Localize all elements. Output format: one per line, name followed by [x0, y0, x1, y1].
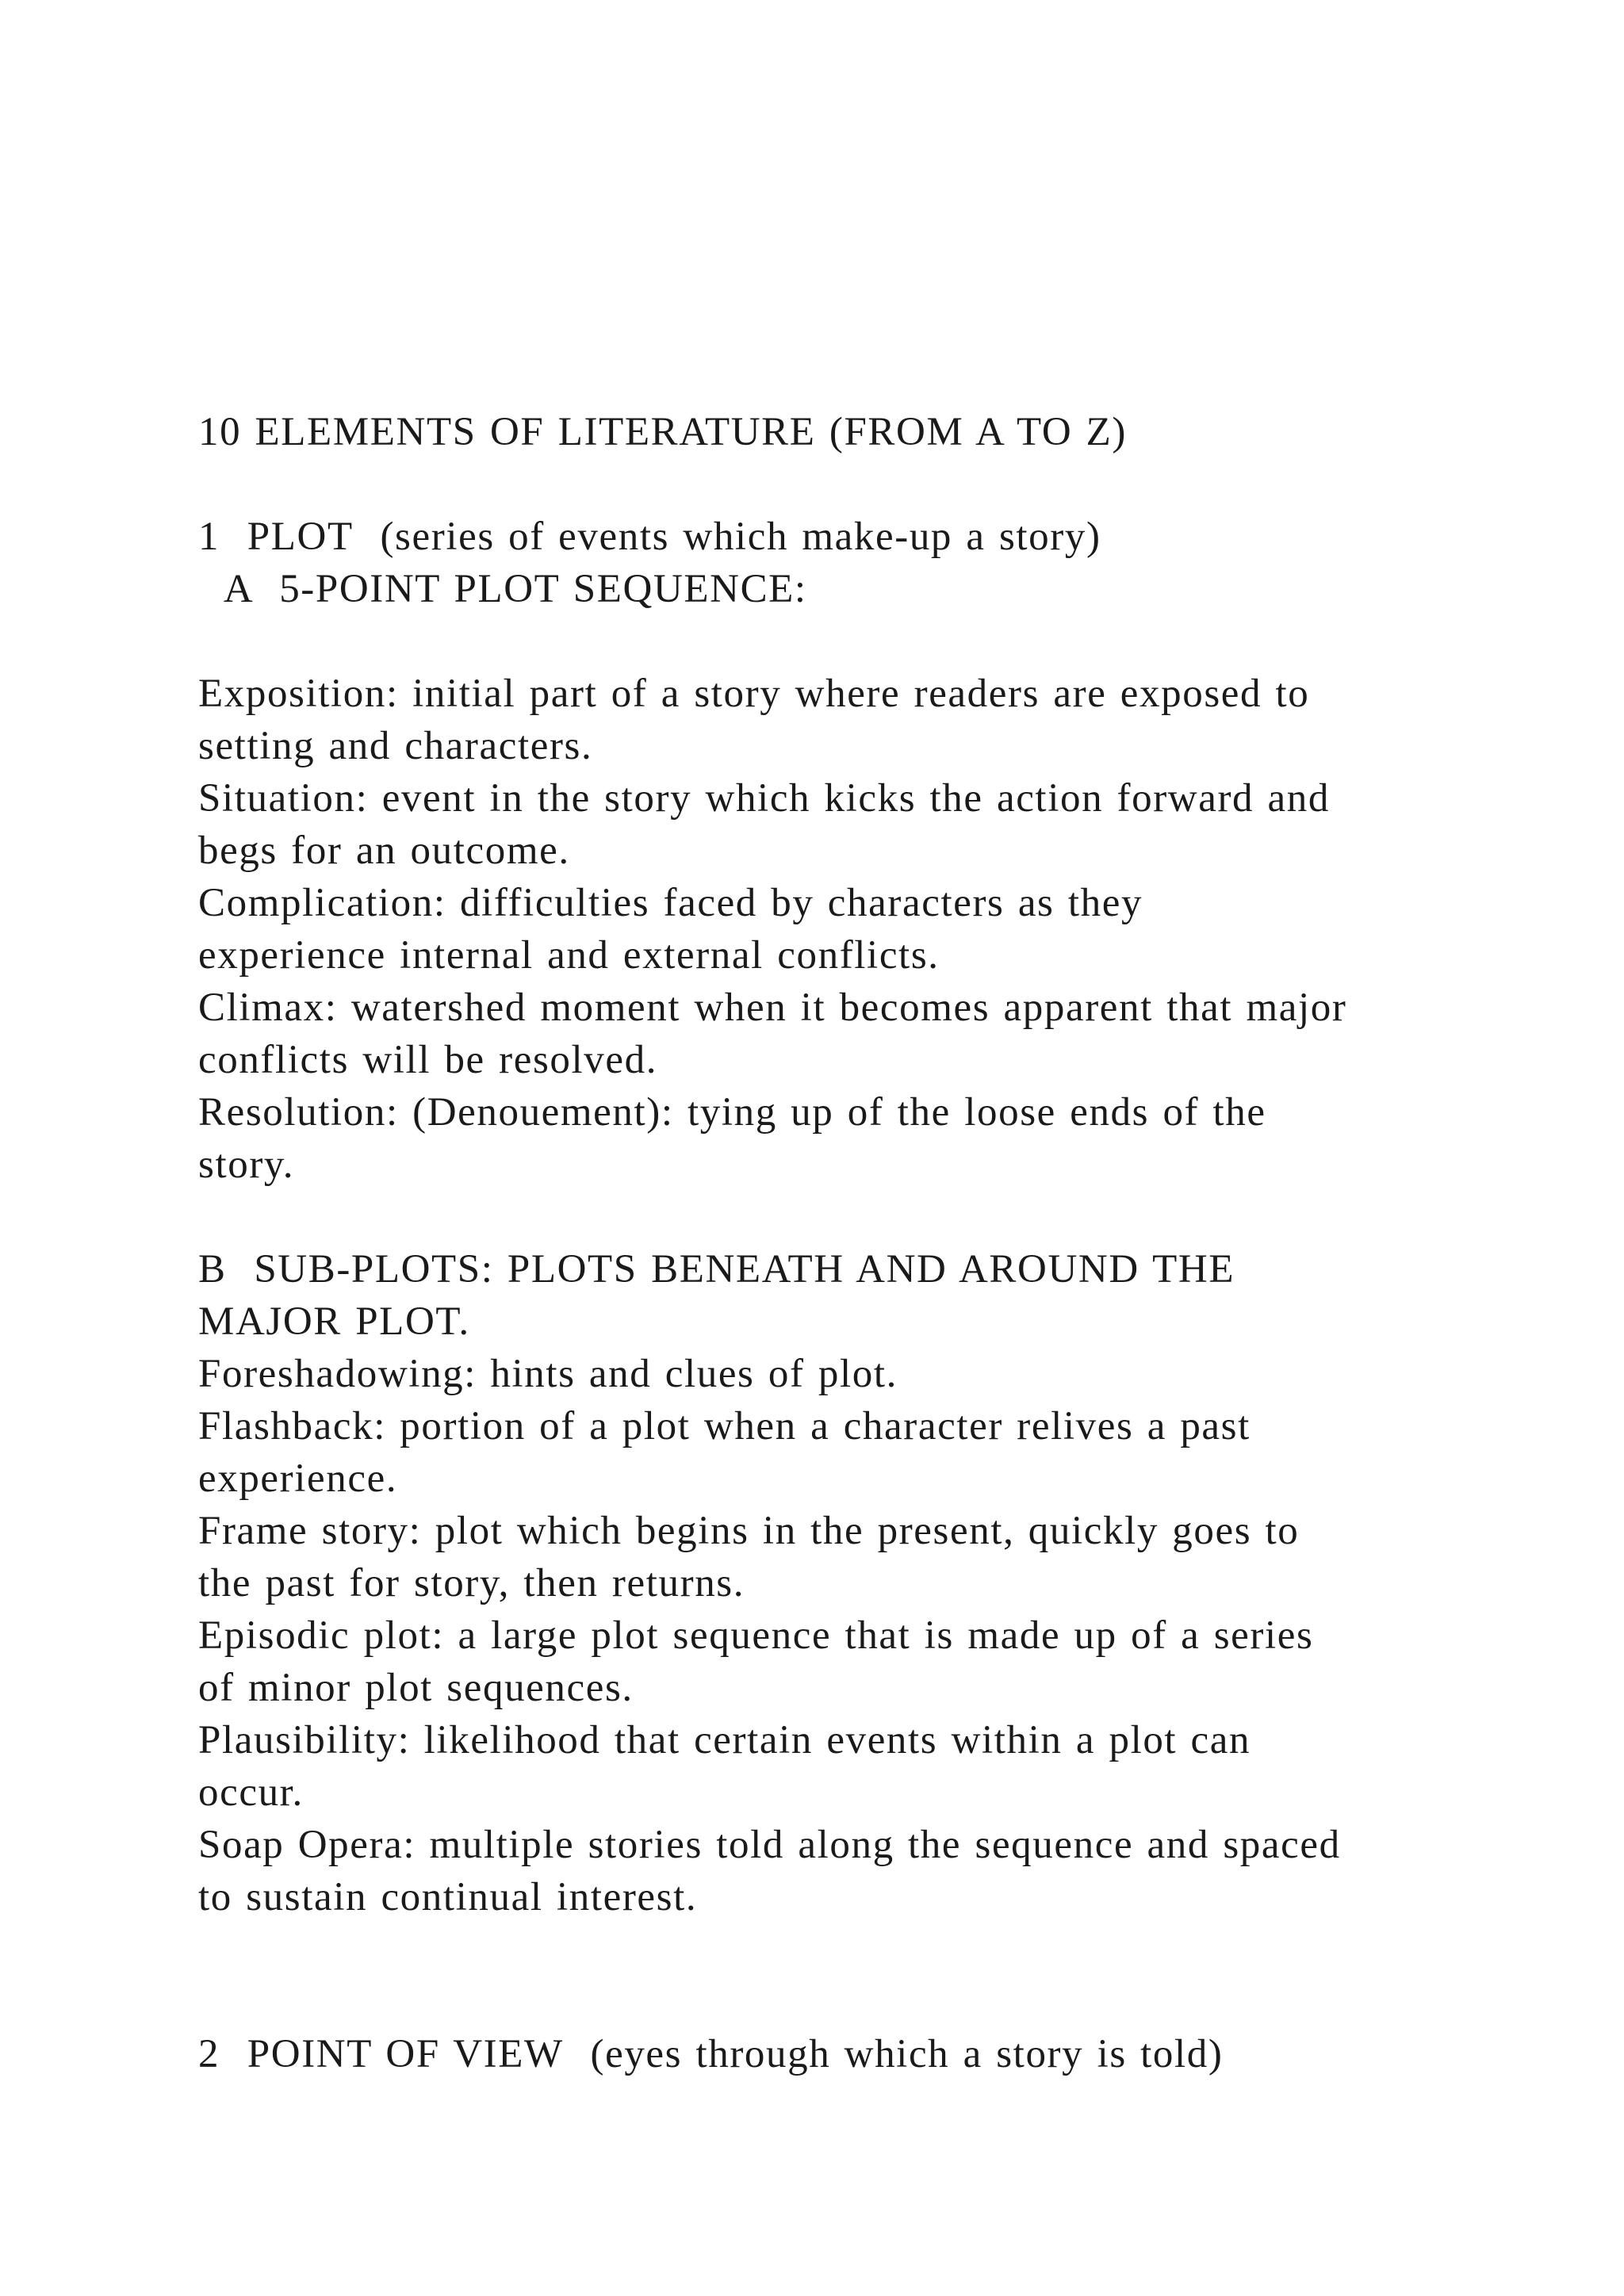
text-line: experience internal and external conflicts. [198, 933, 940, 978]
text-line: of minor plot sequences. [198, 1666, 634, 1710]
text-line: Exposition: initial part of a story where readers are exposed to [198, 672, 1310, 716]
subheading-sub-plots-cont: MAJOR PLOT. [198, 1299, 470, 1344]
text-line: story. [198, 1142, 295, 1187]
text-line: Complication: difficulties faced by characters as they [198, 881, 1143, 925]
text-line: Episodic plot: a large plot sequence that is made up of a series [198, 1613, 1314, 1658]
text-line: conflicts will be resolved. [198, 1038, 658, 1082]
text-line: to sustain continual interest. [198, 1875, 698, 1919]
spacer [198, 1923, 1499, 2028]
text-line: setting and characters. [198, 724, 593, 768]
text-line: Plausibility: likelihood that certain events within a plot can [198, 1718, 1251, 1762]
text-line: Soap Opera: multiple stories told along the sequence and spaced [198, 1823, 1341, 1867]
section-heading-plot: 1 PLOT (series of events which make-up a story) [198, 515, 1101, 559]
text-line: Climax: watershed moment when it becomes apparent that major [198, 985, 1347, 1030]
text-line: the past for story, then returns. [198, 1561, 745, 1605]
text-line: Situation: event in the story which kicks the action forward and [198, 776, 1330, 821]
subheading-plot-sequence: A 5-POINT PLOT SEQUENCE: [198, 567, 807, 611]
spacer [198, 458, 1499, 511]
document-body [198, 406, 1499, 2080]
text-line: Resolution: (Denouement): tying up of the loose ends of the [198, 1090, 1266, 1135]
text-line: experience. [198, 1456, 398, 1501]
spacer [198, 615, 1499, 668]
text-line: occur. [198, 1770, 304, 1815]
section-heading-point-of-view: 2 POINT OF VIEW (eyes through which a story is told) [198, 2032, 1224, 2076]
text-line: Flashback: portion of a plot when a character relives a past [198, 1404, 1251, 1448]
document-title: 10 ELEMENTS OF LITERATURE (FROM A TO Z) [198, 410, 1127, 454]
text-line: Frame story: plot which begins in the present, quickly goes to [198, 1509, 1300, 1553]
text-line: begs for an outcome. [198, 828, 570, 873]
text-line: Foreshadowing: hints and clues of plot. [198, 1352, 898, 1396]
spacer [198, 1191, 1499, 1243]
subheading-sub-plots: B SUB-PLOTS: PLOTS BENEATH AND AROUND THE [198, 1247, 1235, 1292]
